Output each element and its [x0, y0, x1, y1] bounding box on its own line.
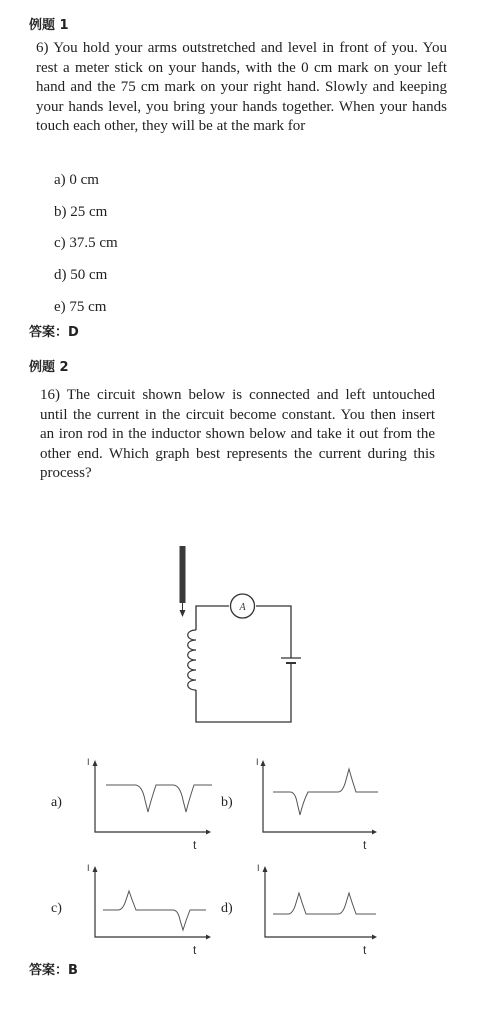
- graph-d: [257, 863, 377, 957]
- graph-a: [87, 757, 212, 852]
- example1-option-b: b) 25 cm: [54, 204, 108, 220]
- graph-a-y-arrow: [93, 760, 98, 766]
- graph-b-axes: [263, 764, 374, 832]
- example1-option-e: e) 75 cm: [54, 299, 107, 315]
- example1-answer: 答案：D: [29, 325, 79, 340]
- example1-option-c: c) 37.5 cm: [54, 235, 118, 251]
- graph-d-axes: [265, 870, 374, 937]
- example1-question: 6) You hold your arms outstretched and level in front of you. You rest a meter stick on your hands, with the 0 cm mark on your left hand and the 75 cm mark on your right hand. Slowly and keeping your hands level, you bring your hands together. When your hands touch each other, they will be at the mark for: [36, 40, 447, 134]
- graph-c-x-arrow: [206, 935, 211, 940]
- graph-a-label: a): [51, 795, 62, 810]
- graph-a-x-label: t: [193, 838, 197, 852]
- example2-heading: 例题 2: [29, 360, 69, 375]
- graph-b-y-label: I: [256, 757, 259, 767]
- graph-c-curve: [103, 891, 206, 930]
- graph-c-y-label: I: [87, 863, 90, 873]
- graph-d-x-label: t: [363, 943, 367, 957]
- graph-d-x-arrow: [372, 935, 377, 940]
- graph-b-curve: [273, 769, 378, 815]
- graph-c-y-arrow: [93, 866, 98, 872]
- graph-d-curve: [273, 893, 376, 914]
- example1-heading: 例题 1: [29, 18, 69, 33]
- graph-b-x-arrow: [372, 830, 377, 835]
- graph-d-label: d): [221, 901, 233, 916]
- graph-c-x-label: t: [193, 943, 197, 957]
- example1-option-a: a) 0 cm: [54, 172, 99, 188]
- example1-option-d: d) 50 cm: [54, 267, 108, 283]
- graph-b-x-label: t: [363, 838, 367, 852]
- graph-c-label: c): [51, 901, 62, 916]
- graph-a-y-label: I: [87, 757, 90, 767]
- ammeter-label: A: [239, 602, 246, 613]
- graph-b: [256, 757, 378, 852]
- graph-b-label: b): [221, 795, 233, 810]
- graph-d-y-label: I: [257, 863, 260, 873]
- graph-d-y-arrow: [263, 866, 268, 872]
- graph-c: [87, 863, 211, 957]
- example2-answer: 答案：B: [29, 963, 78, 978]
- graph-a-x-arrow: [206, 830, 211, 835]
- graph-b-y-arrow: [261, 760, 266, 766]
- graph-a-curve: [106, 785, 212, 812]
- graph-c-axes: [95, 870, 208, 937]
- example2-question: 16) The circuit shown below is connected and left untouched until the current in the circuit become constant. You then insert an iron rod in the inductor shown below and take it out from the other end. Which graph best represents the current during this process?: [40, 387, 435, 481]
